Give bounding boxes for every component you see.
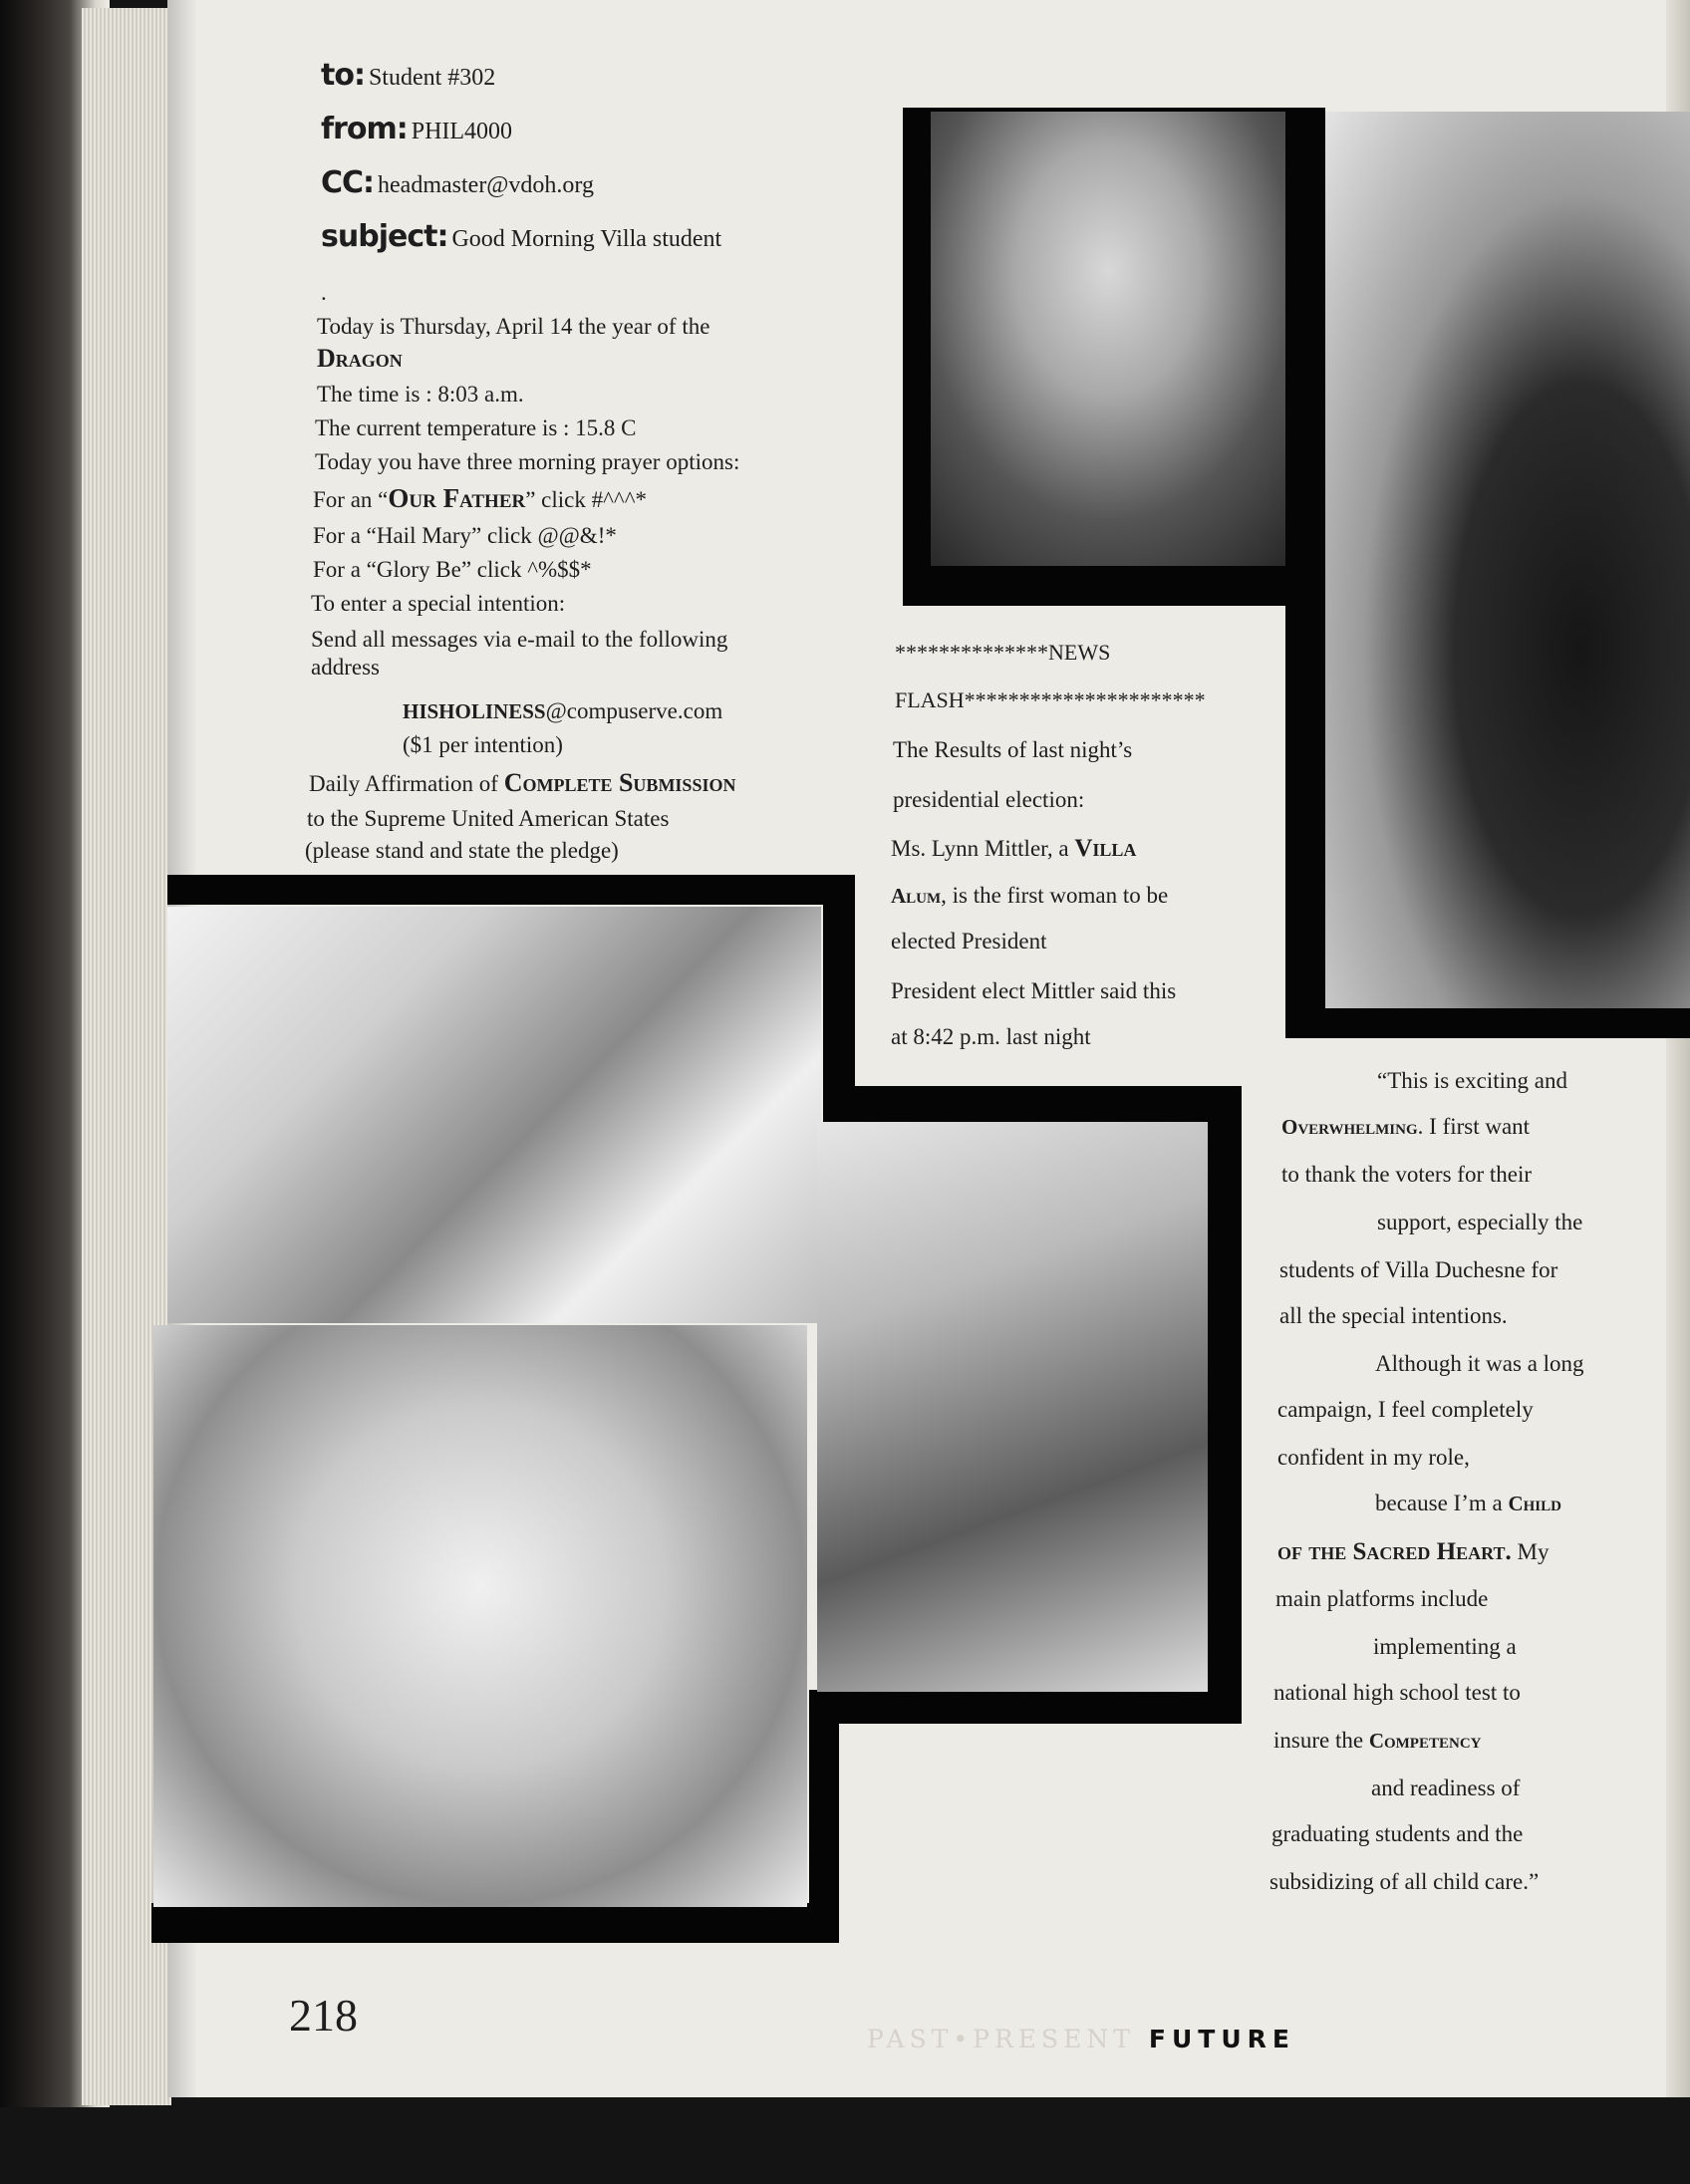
quote-line3: to thank the voters for their xyxy=(1281,1162,1533,1187)
quote-line15-caps: Competency xyxy=(1368,1729,1482,1753)
news-line2: FLASH********************** xyxy=(895,687,1206,712)
news-line3: The Results of last night’s xyxy=(893,737,1133,762)
quote-line11-rest: My xyxy=(1511,1539,1549,1564)
quote-line10 xyxy=(1375,1491,1561,1516)
footer-tagline xyxy=(867,2025,1295,2053)
news-side-bar xyxy=(1285,598,1315,1036)
message-our-father xyxy=(313,484,647,514)
message-temperature: The current temperature is : 15.8 C xyxy=(315,415,637,440)
quote-line2-rest: . I first want xyxy=(1417,1114,1531,1139)
from-row xyxy=(321,112,512,146)
quote-line14: national high school test to xyxy=(1273,1680,1521,1705)
to-label: to: xyxy=(321,58,365,93)
message-send-line1: Send all messages via e-mail to the following xyxy=(311,627,728,652)
collage-frame-lower xyxy=(809,1690,1242,1724)
quote-line11-caps: of the Sacred Heart. xyxy=(1277,1538,1512,1565)
message-hail-mary: For a “Hail Mary” click @@&!* xyxy=(313,523,617,548)
our-father-caps: Our Father xyxy=(388,483,526,513)
news-line6 xyxy=(891,883,1168,909)
quote-line7: Although it was a long xyxy=(1375,1351,1584,1376)
quote-line6: all the special intentions. xyxy=(1279,1303,1508,1328)
message-date-line: Today is Thursday, April 14 the year of the xyxy=(317,314,710,339)
to-value: Student #302 xyxy=(368,65,496,91)
collage-frame-middle xyxy=(823,1086,1242,1122)
from-label: from: xyxy=(321,112,408,146)
address-bold: HISHOLINESS xyxy=(403,699,546,723)
affirm-caps: Complete Submission xyxy=(503,768,736,797)
quote-line10-pre: because I’m a xyxy=(1375,1491,1509,1515)
message-send-line2: address xyxy=(311,655,380,680)
news-line7: elected President xyxy=(891,929,1047,954)
from-value: PHIL4000 xyxy=(411,119,513,144)
collage-frame-top xyxy=(167,875,855,905)
news-line1: **************NEWS xyxy=(895,640,1111,665)
news-line9: at 8:42 p.m. last night xyxy=(891,1024,1091,1049)
photo-teacher-thinking xyxy=(931,112,1325,566)
message-price: ($1 per intention) xyxy=(403,732,563,757)
cc-row xyxy=(321,165,594,200)
quote-line5: students of Villa Duchesne for xyxy=(1279,1257,1558,1282)
quote-line10-caps: Child xyxy=(1508,1492,1561,1515)
collage-frame-step xyxy=(823,875,855,1094)
quote-line17: graduating students and the xyxy=(1271,1821,1524,1846)
message-prayer-options: Today you have three morning prayer options: xyxy=(315,449,740,474)
footer-present: PRESENT xyxy=(973,2025,1135,2053)
message-intention: To enter a special intention: xyxy=(311,591,566,616)
message-affirmation-line2: to the Supreme United American States xyxy=(307,806,670,831)
quote-line2 xyxy=(1281,1114,1530,1140)
news-line5-pre: Ms. Lynn Mittler, a xyxy=(891,836,1075,861)
quote-line2-caps: Overwhelming xyxy=(1281,1115,1418,1139)
photo-students-with-thermos xyxy=(167,907,821,1323)
subject-label: subject: xyxy=(321,219,448,254)
message-dot: . xyxy=(321,280,327,305)
subject-row xyxy=(321,219,721,254)
footer-dot: • xyxy=(953,2025,974,2053)
photo-students-at-desk xyxy=(817,1122,1208,1692)
cc-label: CC: xyxy=(321,165,375,200)
photo-woman-with-book xyxy=(1325,112,1690,1008)
quote-line8: campaign, I feel completely xyxy=(1277,1397,1534,1422)
page-number: 218 xyxy=(289,1990,358,2041)
news-line5 xyxy=(891,835,1136,863)
message-affirmation-line3: (please stand and state the pledge) xyxy=(305,838,619,863)
news-line6-rest: , is the first woman to be xyxy=(941,883,1169,908)
quote-line16: and readiness of xyxy=(1371,1775,1521,1800)
address-rest: @compuserve.com xyxy=(545,698,723,723)
to-row xyxy=(321,58,495,93)
footer-future: FUTURE xyxy=(1148,2025,1295,2053)
quote-line11 xyxy=(1277,1538,1549,1566)
message-affirmation xyxy=(309,769,735,798)
cc-value: headmaster@vdoh.org xyxy=(378,172,594,198)
collage-frame-right xyxy=(1208,1086,1242,1724)
collage-frame-bottom xyxy=(151,1903,839,1943)
quote-line4: support, especially the xyxy=(1377,1210,1583,1234)
news-line6-caps: Alum xyxy=(891,884,942,908)
news-line5-caps: Villa xyxy=(1074,835,1137,862)
news-line8: President elect Mittler said this xyxy=(891,978,1177,1003)
affirm-pre: Daily Affirmation of xyxy=(309,771,504,796)
quote-line18: subsidizing of all child care.” xyxy=(1269,1869,1540,1894)
our-father-pre: For an “ xyxy=(313,487,389,512)
message-glory-be: For a “Glory Be” click ^%$$* xyxy=(313,557,592,582)
message-dragon: Dragon xyxy=(317,344,403,373)
quote-line15-pre: insure the xyxy=(1273,1728,1369,1753)
quote-line9: confident in my role, xyxy=(1277,1445,1470,1470)
quote-line12: main platforms include xyxy=(1275,1586,1489,1611)
quote-line15 xyxy=(1273,1728,1481,1754)
quote-line13: implementing a xyxy=(1373,1634,1517,1659)
quote-line1: “This is exciting and xyxy=(1377,1068,1567,1093)
subject-value: Good Morning Villa student xyxy=(451,226,722,252)
message-address xyxy=(403,697,722,725)
footer-past: PAST xyxy=(867,2025,954,2053)
photo-students-with-laptops xyxy=(153,1325,807,1907)
news-line4: presidential election: xyxy=(893,787,1085,812)
our-father-post: ” click #^^^* xyxy=(525,487,648,512)
photo-frame-bottom-edge xyxy=(903,566,1321,606)
message-time: The time is : 8:03 a.m. xyxy=(317,382,524,407)
